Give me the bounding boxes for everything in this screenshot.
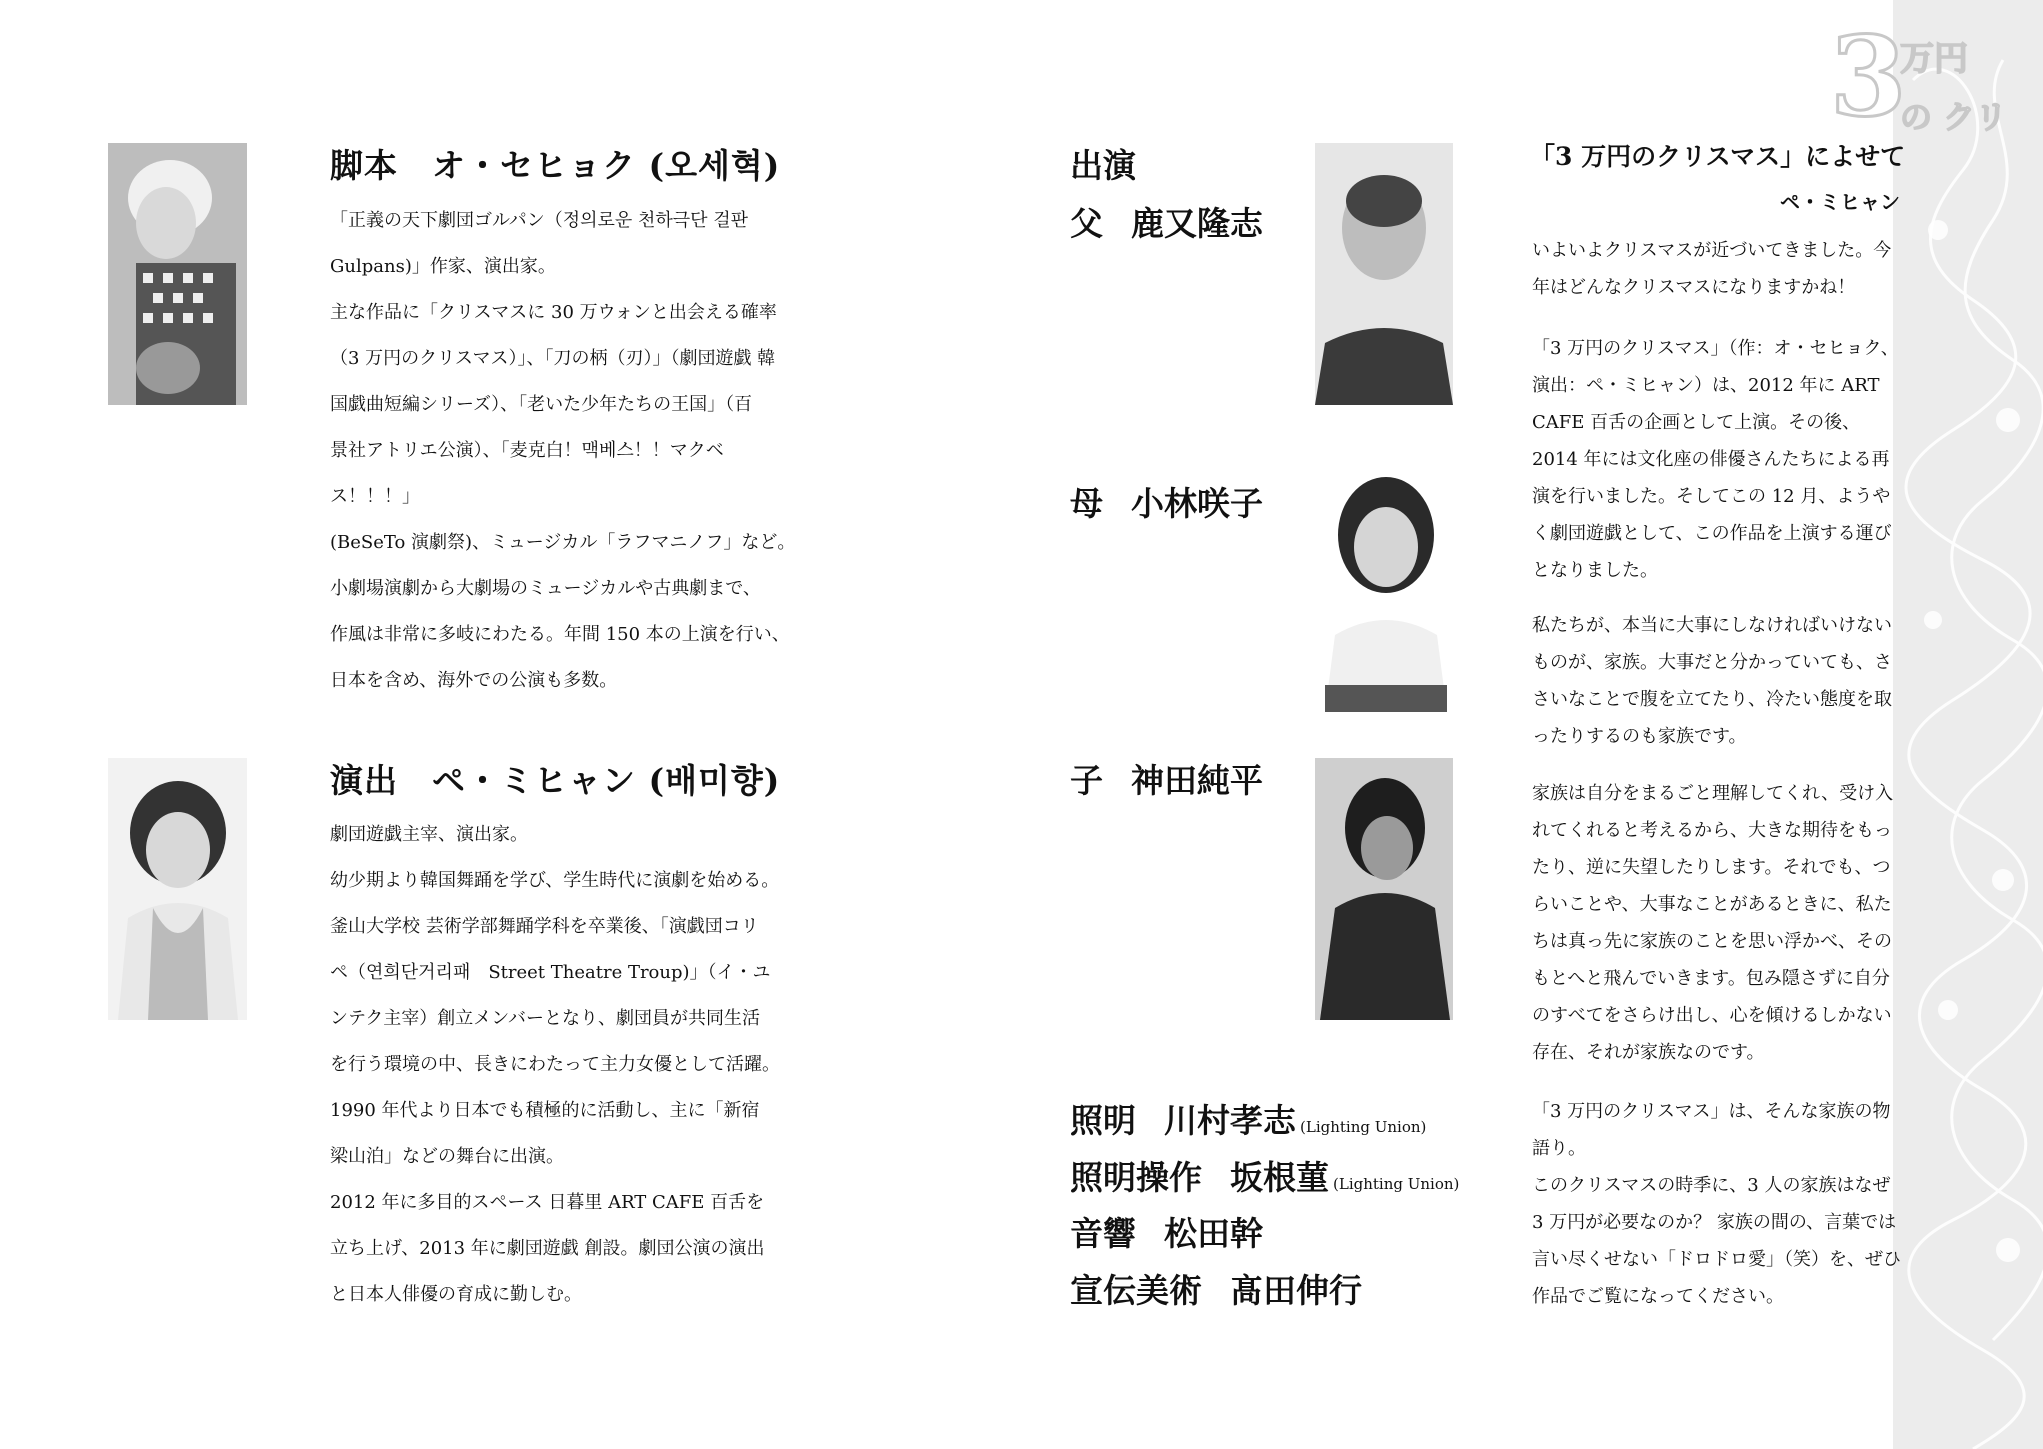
staff-role: 照明操作 bbox=[1070, 1158, 1202, 1197]
writer-bio-line: 景社アトリエ公演）、「麦克白！맥베스！！マクベス！！！」 bbox=[330, 440, 724, 507]
writer-bio-line: 主な作品に「クリスマスに 30 万ウォンと出会える確率 bbox=[330, 302, 777, 323]
essay-paragraph: いよいよクリスマスが近づいてきました。今年はどんなクリスマスになりますかね！ bbox=[1532, 240, 1892, 298]
cast-role: 子 bbox=[1070, 761, 1103, 800]
svg-text:万円: 万円 bbox=[1900, 39, 1968, 79]
writer-bio-line: Gulpans)」作家、演出家。 bbox=[330, 256, 556, 277]
essay-paragraph: 「3 万円のクリスマス」は、そんな家族の物語り。 bbox=[1532, 1101, 1891, 1159]
director-bio-line: ンテク主宰）創立メンバーとなり、劇団員が共同生活 bbox=[330, 1008, 761, 1029]
cast-child bbox=[1070, 755, 1263, 802]
writer-heading: 脚本 オ・セヒョク (오세혁) bbox=[330, 146, 781, 185]
director-bio bbox=[330, 812, 810, 1318]
director-bio-line: 劇団遊戯主宰、演出家。 bbox=[330, 824, 528, 845]
director-bio-line: と日本人俳優の育成に勤しむ。 bbox=[330, 1284, 582, 1305]
cast-name: 鹿又隆志 bbox=[1131, 204, 1263, 243]
staff-affiliation: (Lighting Union) bbox=[1333, 1175, 1460, 1193]
essay-paragraph: 「3 万円のクリスマス」（作：オ・セヒョク、演出：ペ・ミヒャン）は、2012 年に ART CAFE 百舌の企画として上演。その後、2014 年には文化座の俳優さんたちによる再演を行いました。そしてこの 12 月、ようやく劇団遊戯として、この作品を上演する運びとなりました。 bbox=[1532, 338, 1899, 581]
staff-role: 音響 bbox=[1070, 1214, 1136, 1253]
essay-paragraph: このクリスマスの時季に、3 人の家族はなぜ 3 万円が必要なのか？ 家族の間の、言葉では言い尽くせない「ドロドロ愛」（笑）を、ぜひ作品でご覧になってください。 bbox=[1532, 1175, 1901, 1307]
child-actor-photo bbox=[1315, 758, 1453, 1020]
staff-lighting-operator bbox=[1070, 1152, 1459, 1199]
staff-sound bbox=[1070, 1208, 1263, 1255]
writer-bio bbox=[330, 198, 800, 704]
writer-bio-line: 作風は非常に多岐にわたる。年間 150 本の上演を行い、 bbox=[330, 624, 790, 645]
cast-role: 母 bbox=[1070, 484, 1103, 523]
director-bio-line: 梁山泊」などの舞台に出演。 bbox=[330, 1146, 564, 1167]
staff-lighting bbox=[1070, 1095, 1426, 1142]
father-actor-photo bbox=[1315, 143, 1453, 405]
staff-role: 照明 bbox=[1070, 1101, 1136, 1140]
writer-bio-line: 「正義の天下劇団ゴルパン（정의로운 천하극단 걸판 bbox=[330, 210, 749, 231]
staff-name: 松田幹 bbox=[1164, 1214, 1263, 1253]
director-bio-line: 1990 年代より日本でも積極的に活動し、主に「新宿 bbox=[330, 1100, 760, 1121]
writer-bio-line: （3 万円のクリスマス）」、「刀の柄（刃）」（劇団遊戯 韓 bbox=[330, 348, 776, 369]
director-bio-line: ペ（연희단거리패 Street Theatre Troup)」（イ・ユ bbox=[330, 962, 771, 983]
mother-actor-photo bbox=[1320, 455, 1452, 712]
ornament-border bbox=[1893, 0, 2043, 1449]
director-bio-line: 幼少期より韓国舞踊を学び、学生時代に演劇を始める。 bbox=[330, 870, 780, 891]
essay-title: 「3 万円のクリスマス」によせて bbox=[1530, 142, 1906, 171]
writer-bio-line: 日本を含め、海外での公演も多数。 bbox=[330, 670, 618, 691]
staff-name: 坂根菫 bbox=[1230, 1158, 1329, 1197]
staff-affiliation: (Lighting Union) bbox=[1300, 1118, 1427, 1136]
director-bio-line: 立ち上げ、2013 年に劇団遊戯 創設。劇団公演の演出 bbox=[330, 1238, 765, 1259]
cast-name: 神田純平 bbox=[1131, 761, 1263, 800]
director-bio-line: 2012 年に多目的スペース 日暮里 ART CAFE 百舌を bbox=[330, 1192, 765, 1213]
essay-paragraph: 家族は自分をまるごと理解してくれ、受け入れてくれると考えるから、大きな期待をもったり、逆に失望したりします。それでも、つらいことや、大事なことがあるときに、私たちは真っ先に家族のことを思い浮かべ、そのもとへと飛んでいきます。包み隠さずに自分のすべてをさらけ出し、心を傾けるしかない存在、それが家族なのです。 bbox=[1532, 783, 1894, 1063]
staff-name: 川村孝志 bbox=[1164, 1101, 1296, 1140]
writer-bio-line: (BeSeTo 演劇祭)、ミュージカル「ラフマニノフ」など。 bbox=[330, 532, 796, 553]
cast-father bbox=[1070, 198, 1263, 245]
staff-publicity-art bbox=[1070, 1265, 1362, 1312]
cast-name: 小林咲子 bbox=[1131, 484, 1263, 523]
director-bio-line: を行う環境の中、長きにわたって主力女優として活躍。 bbox=[330, 1054, 780, 1075]
writer-bio-line: 小劇場演劇から大劇場のミュージカルや古典劇まで、 bbox=[330, 578, 761, 599]
essay-author: ペ・ミヒャン bbox=[1780, 190, 1900, 214]
writer-bio-line: 国戯曲短編シリーズ）、「老いた少年たちの王国」（百 bbox=[330, 394, 753, 415]
svg-text:の クリ: の クリ bbox=[1900, 98, 2008, 136]
svg-text:3: 3 bbox=[1830, 12, 1907, 141]
staff-role: 宣伝美術 bbox=[1070, 1271, 1202, 1310]
director-bio-line: 釜山大学校 芸術学部舞踊学科を卒業後、「演戯団コリ bbox=[330, 916, 759, 937]
cast-mother bbox=[1070, 478, 1263, 525]
staff-name: 髙田伸行 bbox=[1230, 1271, 1362, 1310]
director-heading: 演出 ペ・ミヒャン (배미향) bbox=[330, 761, 781, 800]
writer-photo bbox=[108, 143, 247, 405]
director-photo bbox=[108, 758, 247, 1020]
cast-role: 父 bbox=[1070, 204, 1103, 243]
cast-label: 出演 bbox=[1070, 146, 1136, 185]
essay-paragraph: 私たちが、本当に大事にしなければいけないものが、家族。大事だと分かっていても、ささいなことで腹を立てたり、冷たい態度を取ったりするのも家族です。 bbox=[1532, 615, 1892, 747]
